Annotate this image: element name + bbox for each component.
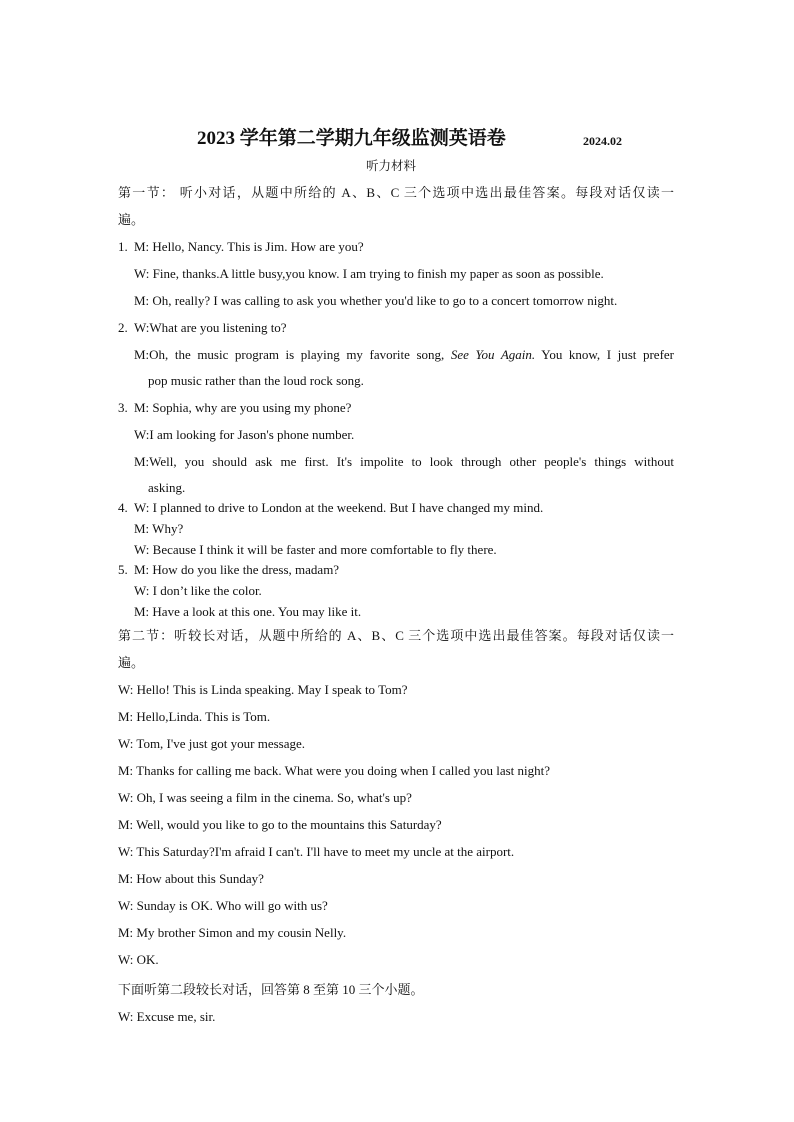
long-dialogue-line: M: Thanks for calling me back. What were you doing when I called you last night? bbox=[118, 763, 551, 778]
dialogue-5-line-3: M: Have a look at this one. You may like it. bbox=[134, 604, 362, 619]
dialogue-5-line-2: W: I don’t like the color. bbox=[134, 583, 262, 598]
section1-instruction-cont: 遍。 bbox=[118, 212, 145, 227]
dialogue-5-number: 5. bbox=[118, 562, 128, 577]
long-dialogue-line: W: OK. bbox=[118, 952, 159, 967]
exam-title: 2023 学年第二学期九年级监测英语卷 bbox=[197, 128, 506, 149]
long-dialogue-line: M: Well, would you like to go to the mountains this Saturday? bbox=[118, 817, 442, 832]
dialogue-4-number: 4. bbox=[118, 500, 128, 515]
long-dialogue-line: W: This Saturday?I'm afraid I can't. I'll have to meet my uncle at the airport. bbox=[118, 844, 515, 859]
section1-instruction: 第一节： 听小对话，从题中所给的 A、B、C 三个选项中选出最佳答案。每段对话仅读一 bbox=[118, 185, 674, 200]
dialogue-1-line-2: W: Fine, thanks.A little busy,you know. I am trying to finish my paper as soon as possible. bbox=[134, 266, 604, 281]
dialogue-2-number: 2. bbox=[118, 320, 128, 335]
section2-instruction-cont: 遍。 bbox=[118, 655, 145, 670]
dialogue-2-line-2-tail: You know, I just prefer bbox=[541, 347, 675, 362]
long-dialogue-line: W: Oh, I was seeing a film in the cinema. So, what's up? bbox=[118, 790, 412, 805]
exam-date: 2024.02 bbox=[583, 134, 622, 148]
dialogue-3-line-2: W:I am looking for Jason's phone number. bbox=[134, 427, 355, 442]
dialogue-2-line-3: pop music rather than the loud rock song. bbox=[148, 373, 364, 388]
dialogue-3-number: 3. bbox=[118, 400, 128, 415]
dialogue-1-line-3: M: Oh, really? I was calling to ask you whether you'd like to go to a concert tomorrow night. bbox=[134, 293, 618, 308]
dialogue-3-line-1: M: Sophia, why are you using my phone? bbox=[134, 400, 352, 415]
section2-instruction: 第二节：听较长对话，从题中所给的 A、B、C 三个选项中选出最佳答案。每段对话仅读一 bbox=[118, 628, 674, 643]
dialogue-5-line-1: M: How do you like the dress, madam? bbox=[134, 562, 340, 577]
next-dialogue-instruction: 下面听第二段较长对话，回答第 8 至第 10 三个小题。 bbox=[118, 982, 424, 997]
dialogue-1-number: 1. bbox=[118, 239, 128, 254]
dialogue-1-line-1: M: Hello, Nancy. This is Jim. How are you? bbox=[134, 239, 364, 254]
long-dialogue-line: W: Hello! This is Linda speaking. May I speak to Tom? bbox=[118, 682, 408, 697]
long-dialogue-line: W: Tom, I've just got your message. bbox=[118, 736, 306, 751]
long-dialogue-line: M: How about this Sunday? bbox=[118, 871, 264, 886]
long-dialogue-2-line: W: Excuse me, sir. bbox=[118, 1009, 216, 1024]
dialogue-4-line-3: W: Because I think it will be faster and more comfortable to fly there. bbox=[134, 542, 497, 557]
long-dialogue-line: M: My brother Simon and my cousin Nelly. bbox=[118, 925, 347, 940]
long-dialogue-line: W: Sunday is OK. Who will go with us? bbox=[118, 898, 328, 913]
dialogue-3-line-3: M:Well, you should ask me first. It's impolite to look through other people's things without bbox=[134, 454, 674, 469]
dialogue-3-line-4: asking. bbox=[148, 480, 186, 495]
exam-subtitle: 听力材料 bbox=[366, 159, 417, 173]
song-title: See You Again. bbox=[450, 347, 536, 362]
long-dialogue-line: M: Hello,Linda. This is Tom. bbox=[118, 709, 271, 724]
dialogue-4-line-1: W: I planned to drive to London at the weekend. But I have changed my mind. bbox=[134, 500, 544, 515]
dialogue-4-line-2: M: Why? bbox=[134, 521, 184, 536]
dialogue-2-line-2 bbox=[134, 347, 674, 363]
dialogue-2-line-1: W:What are you listening to? bbox=[134, 320, 287, 335]
dialogue-2-line-2-text: M:Oh, the music program is playing my favorite song, bbox=[134, 347, 445, 362]
